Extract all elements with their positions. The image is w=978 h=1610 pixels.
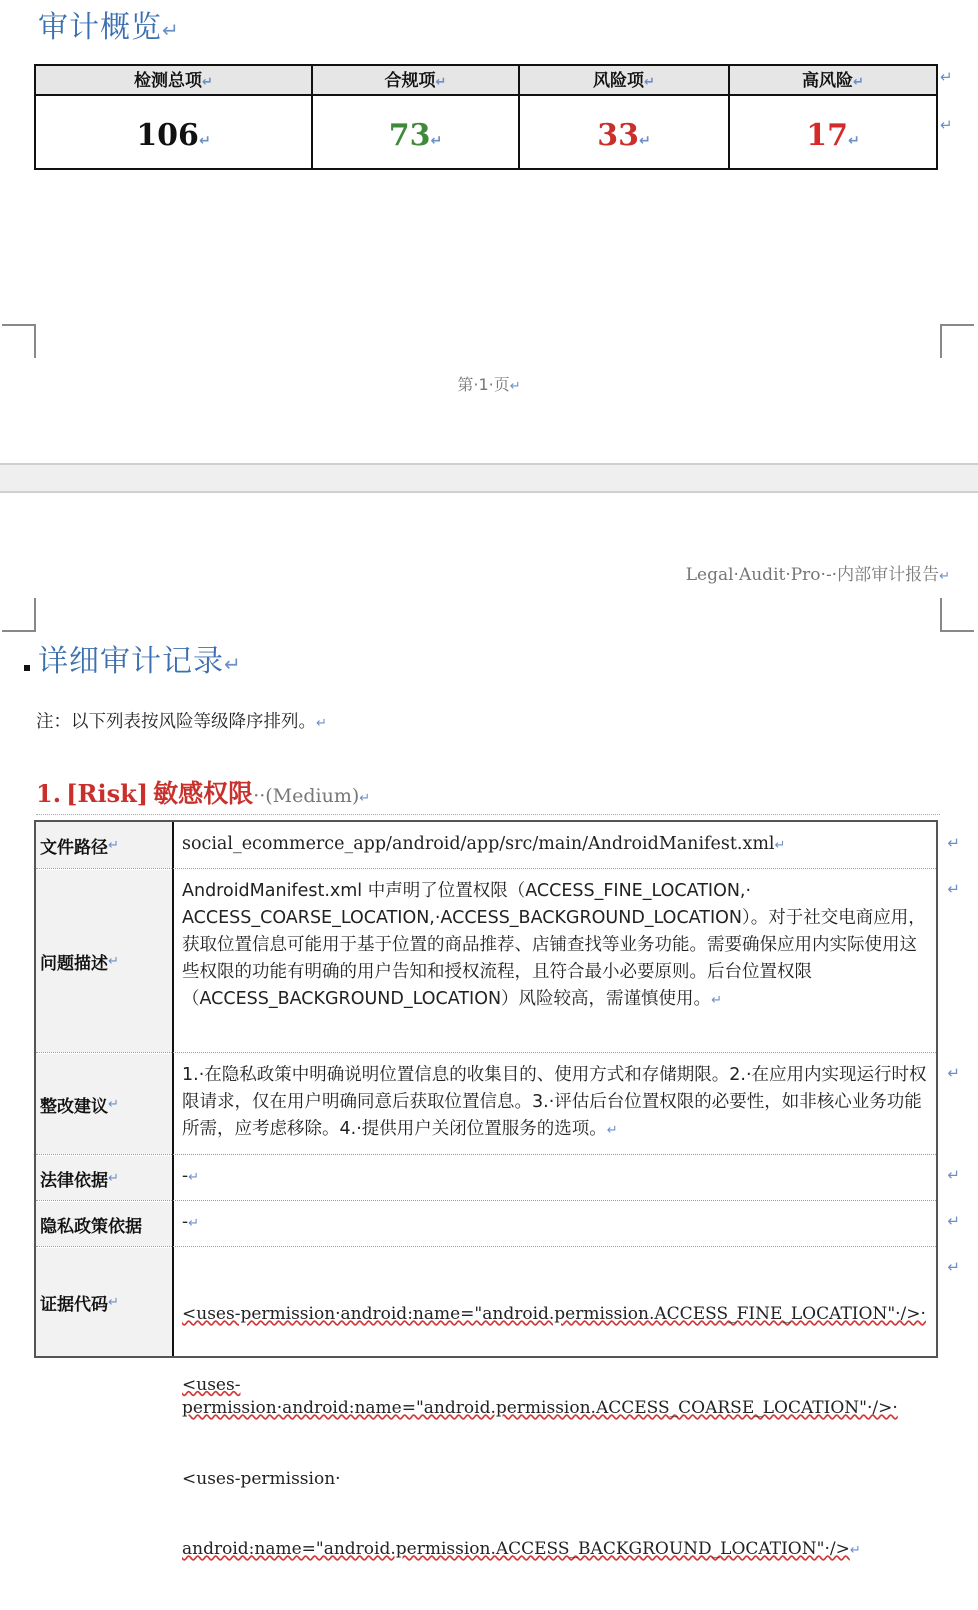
header-label: 高风险	[802, 71, 854, 91]
value-number: 73	[388, 118, 431, 153]
label-file-path	[36, 822, 172, 868]
paragraph-mark: ↵	[108, 1294, 119, 1310]
fix-text: 1.·在隐私政策中明确说明位置信息的收集目的、使用方式和存储期限。2.·在应用内实现运行时权限请求，仅在用户明确同意后获取位置信息。3.·评估后台位置权限的必要性，如非核心业务功能所需，应考虑移除。4.·提供用户关闭位置服务的选项。	[182, 1065, 927, 1139]
evidence-line: <uses-permission·android:name="android.permission.ACCESS_FINE_LOCATION"·/>·	[182, 1304, 926, 1324]
column-divider	[172, 822, 174, 1356]
row-end-mark: ↵	[947, 1258, 960, 1276]
header-label: 检测总项	[134, 71, 203, 91]
paragraph-mark: ↵	[848, 133, 860, 149]
evidence-line: android:name="android.permission.ACCESS_BACKGROUND_LOCATION"·/>	[182, 1539, 850, 1559]
row-end-mark: ↵	[947, 834, 960, 852]
row-end-mark: ↵	[947, 1166, 960, 1184]
paragraph-mark: ↵	[430, 133, 443, 149]
page-header	[686, 560, 950, 585]
overview-header-high-risk	[730, 68, 936, 94]
row-divider	[36, 1200, 936, 1201]
value-number: 33	[597, 118, 639, 153]
page-gap	[0, 463, 978, 493]
details-note	[36, 708, 327, 733]
row-end-mark: ↵	[940, 116, 953, 134]
value-privacy	[182, 1208, 930, 1237]
header-text: Legal·Audit·Pro·-·内部审计报告	[685, 565, 940, 585]
overview-value-total	[36, 114, 311, 158]
item-heading	[36, 774, 940, 815]
paragraph-mark: ↵	[359, 791, 371, 806]
row-end-mark: ↵	[947, 880, 960, 898]
label-privacy	[36, 1202, 172, 1246]
note-text: 注：以下列表按风险等级降序排列。	[36, 712, 316, 732]
paragraph-mark: ↵	[644, 75, 655, 90]
paragraph-mark: ↵	[435, 75, 447, 90]
label-text: 证据代码	[40, 1294, 108, 1315]
label-text: 法律依据	[40, 1170, 108, 1191]
page-corner-mark	[940, 598, 974, 632]
paragraph-mark: ↵	[509, 379, 521, 394]
paragraph-mark: ↵	[108, 1096, 119, 1112]
row-end-mark: ↵	[940, 68, 953, 86]
value-number: 106	[136, 118, 199, 153]
header-label: 合规项	[384, 71, 436, 91]
paragraph-mark: ↵	[606, 1123, 618, 1138]
paragraph-mark: ↵	[108, 953, 119, 969]
anchor-marker	[24, 665, 30, 671]
privacy-text: -	[182, 1211, 189, 1232]
header-label: 风险项	[593, 71, 645, 91]
paragraph-mark: ↵	[108, 1170, 119, 1186]
paragraph-mark: ↵	[711, 993, 722, 1008]
item-tag: [Risk]	[66, 779, 149, 808]
paragraph-mark: ↵	[224, 652, 242, 676]
overview-table	[34, 64, 953, 170]
paragraph-mark: ↵	[108, 837, 119, 853]
label-text: 问题描述	[40, 953, 108, 974]
value-file-path	[182, 830, 930, 859]
details-title	[38, 636, 242, 680]
evidence-line: <uses-permission·android:name="android.permission.ACCESS_COARSE_LOCATION"·/>·	[182, 1374, 898, 1418]
value-number: 17	[806, 118, 848, 153]
law-text: -	[182, 1165, 189, 1186]
paragraph-mark: ↵	[188, 1170, 199, 1185]
overview-header-risk	[520, 68, 728, 94]
paragraph-mark: ↵	[774, 838, 786, 853]
paragraph-mark: ↵	[198, 133, 211, 149]
item-number: 1.	[36, 779, 62, 808]
overview-value-high-risk	[730, 114, 936, 158]
row-divider	[36, 1154, 936, 1155]
value-problem	[182, 878, 930, 1014]
paragraph-mark: ↵	[188, 1216, 199, 1231]
overview-title	[38, 2, 180, 46]
overview-header-compliant	[313, 68, 518, 94]
item-name: 敏感权限	[153, 779, 254, 808]
paragraph-mark: ↵	[939, 569, 950, 584]
label-text: 文件路径	[40, 837, 108, 858]
row-divider	[36, 868, 936, 869]
paragraph-mark: ↵	[849, 1543, 861, 1558]
value-law	[182, 1162, 930, 1191]
row-divider	[36, 1052, 936, 1053]
label-evidence	[36, 1248, 172, 1356]
paragraph-mark: ↵	[202, 75, 213, 90]
label-text: 隐私政策依据	[40, 1216, 142, 1237]
value-evidence	[182, 1256, 930, 1610]
overview-value-compliant	[313, 114, 518, 158]
row-end-mark: ↵	[947, 1212, 960, 1230]
page-number-text: 第·1·页	[457, 375, 510, 394]
file-path-text: social_ecommerce_app/android/app/src/main/AndroidManifest.xml	[182, 834, 775, 854]
page-corner-mark	[2, 324, 36, 358]
label-fix	[36, 1054, 172, 1154]
page-footer	[0, 372, 978, 395]
label-text: 整改建议	[40, 1096, 108, 1117]
page-corner-mark	[2, 598, 36, 632]
overview-title-text: 审计概览	[38, 10, 162, 45]
row-divider	[36, 1246, 936, 1247]
overview-value-risk	[520, 114, 728, 158]
label-problem	[36, 870, 172, 1052]
problem-text: AndroidManifest.xml 中声明了位置权限（ACCESS_FINE_LOCATION,· ACCESS_COARSE_LOCATION,·ACCESS_BACKGROUND_LOCATION）。对于社交电商应用，获取位置信息可能用于基于位置的商品推荐、店铺查找等业务功能。需要确保应用内实际使用这些权限的功能有明确的用户告知和授权流程，且符合最小必要原则。后台位置权限（ACCESS_BACKGROUND_LOCATION）风险较高，需谨慎使用。	[182, 881, 926, 1009]
label-law	[36, 1156, 172, 1200]
page-corner-mark	[940, 324, 974, 358]
overview-header-total	[36, 68, 311, 94]
item-level: ··(Medium)	[253, 785, 360, 807]
paragraph-mark: ↵	[316, 716, 327, 731]
evidence-line: <uses-permission·	[182, 1468, 341, 1489]
row-end-mark: ↵	[947, 1064, 960, 1082]
paragraph-mark: ↵	[162, 18, 180, 42]
detail-table	[34, 820, 960, 1559]
paragraph-mark: ↵	[853, 75, 864, 90]
paragraph-mark: ↵	[639, 133, 651, 149]
value-fix	[182, 1062, 930, 1144]
details-title-text: 详细审计记录	[38, 644, 224, 679]
